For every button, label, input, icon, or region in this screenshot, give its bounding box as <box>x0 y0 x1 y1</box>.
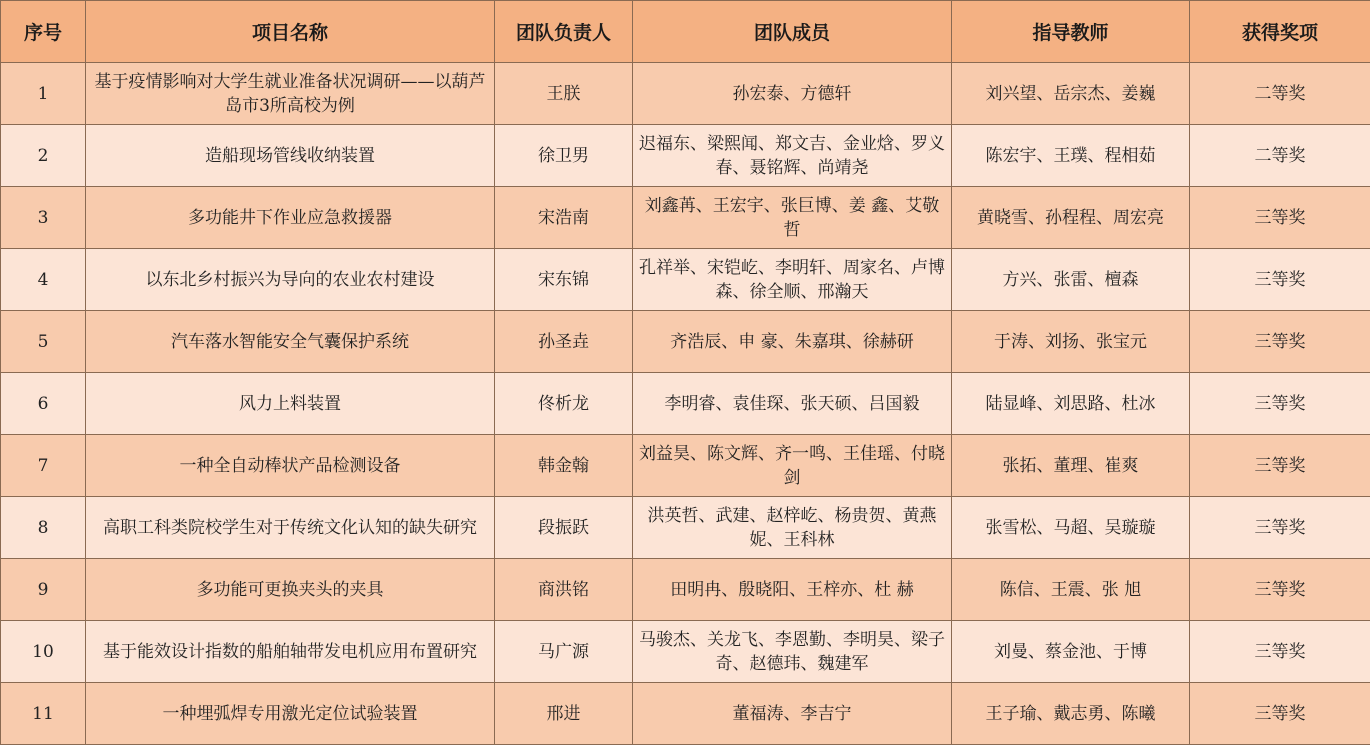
cell-advisors: 刘兴望、岳宗杰、姜巍 <box>952 63 1190 125</box>
cell-team-members: 田明冉、殷晓阳、王梓亦、杜 赫 <box>633 559 952 621</box>
header-award: 获得奖项 <box>1190 1 1370 63</box>
cell-serial-number: 10 <box>1 621 86 683</box>
cell-serial-number: 2 <box>1 125 86 187</box>
cell-team-members: 刘益昊、陈文辉、齐一鸣、王佳瑶、付晓剑 <box>633 435 952 497</box>
table-row <box>1 621 1370 683</box>
cell-project-name: 高职工科类院校学生对于传统文化认知的缺失研究 <box>86 497 495 559</box>
cell-team-leader: 宋浩南 <box>495 187 633 249</box>
cell-project-name: 多功能可更换夹头的夹具 <box>86 559 495 621</box>
table-row <box>1 125 1370 187</box>
cell-team-leader: 徐卫男 <box>495 125 633 187</box>
table-row <box>1 311 1370 373</box>
cell-advisors: 黄晓雪、孙程程、周宏亮 <box>952 187 1190 249</box>
cell-project-name: 汽车落水智能安全气囊保护系统 <box>86 311 495 373</box>
cell-serial-number: 9 <box>1 559 86 621</box>
cell-team-leader: 马广源 <box>495 621 633 683</box>
cell-advisors: 方兴、张雷、檀森 <box>952 249 1190 311</box>
cell-team-leader: 韩金翰 <box>495 435 633 497</box>
cell-advisors: 刘曼、蔡金池、于博 <box>952 621 1190 683</box>
table-row <box>1 187 1370 249</box>
cell-award: 三等奖 <box>1190 497 1370 559</box>
cell-team-members: 孔祥举、宋铠屹、李明轩、周家名、卢博森、徐全顺、邢瀚天 <box>633 249 952 311</box>
cell-award: 三等奖 <box>1190 621 1370 683</box>
table-row <box>1 559 1370 621</box>
cell-advisors: 于涛、刘扬、张宝元 <box>952 311 1190 373</box>
cell-serial-number: 7 <box>1 435 86 497</box>
table-row <box>1 435 1370 497</box>
cell-project-name: 基于能效设计指数的船舶轴带发电机应用布置研究 <box>86 621 495 683</box>
header-serial-number: 序号 <box>1 1 86 63</box>
header-project-name: 项目名称 <box>86 1 495 63</box>
cell-team-members: 董福涛、李吉宁 <box>633 683 952 745</box>
table-row <box>1 497 1370 559</box>
cell-team-members: 迟福东、梁熙闻、郑文吉、金业焓、罗义春、聂铭辉、尚靖尧 <box>633 125 952 187</box>
cell-award: 二等奖 <box>1190 125 1370 187</box>
cell-award: 二等奖 <box>1190 63 1370 125</box>
cell-award: 三等奖 <box>1190 435 1370 497</box>
header-team-leader: 团队负责人 <box>495 1 633 63</box>
cell-team-members: 齐浩辰、申 豪、朱嘉琪、徐赫研 <box>633 311 952 373</box>
cell-serial-number: 11 <box>1 683 86 745</box>
cell-serial-number: 4 <box>1 249 86 311</box>
cell-advisors: 陈信、王震、张 旭 <box>952 559 1190 621</box>
cell-advisors: 陈宏宇、王璞、程相茹 <box>952 125 1190 187</box>
cell-award: 三等奖 <box>1190 683 1370 745</box>
cell-team-members: 孙宏泰、方德轩 <box>633 63 952 125</box>
cell-team-members: 刘鑫苒、王宏宇、张巨博、姜 鑫、艾敬哲 <box>633 187 952 249</box>
cell-team-members: 洪英哲、武建、赵梓屹、杨贵贺、黄燕妮、王科林 <box>633 497 952 559</box>
cell-team-members: 马骏杰、关龙飞、李恩勤、李明昊、梁子奇、赵德玮、魏建军 <box>633 621 952 683</box>
cell-serial-number: 5 <box>1 311 86 373</box>
cell-team-leader: 宋东锦 <box>495 249 633 311</box>
cell-project-name: 一种埋弧焊专用激光定位试验装置 <box>86 683 495 745</box>
cell-team-leader: 孙圣垚 <box>495 311 633 373</box>
header-team-members: 团队成员 <box>633 1 952 63</box>
cell-award: 三等奖 <box>1190 373 1370 435</box>
cell-award: 三等奖 <box>1190 187 1370 249</box>
cell-project-name: 一种全自动棒状产品检测设备 <box>86 435 495 497</box>
cell-serial-number: 6 <box>1 373 86 435</box>
cell-serial-number: 8 <box>1 497 86 559</box>
table-row <box>1 249 1370 311</box>
table-row <box>1 373 1370 435</box>
cell-advisors: 张拓、董理、崔爽 <box>952 435 1190 497</box>
table-row <box>1 63 1370 125</box>
table-row <box>1 683 1370 745</box>
cell-team-leader: 商洪铭 <box>495 559 633 621</box>
cell-serial-number: 3 <box>1 187 86 249</box>
cell-team-members: 李明睿、袁佳琛、张天硕、吕国毅 <box>633 373 952 435</box>
cell-project-name: 以东北乡村振兴为导向的农业农村建设 <box>86 249 495 311</box>
cell-award: 三等奖 <box>1190 311 1370 373</box>
cell-team-leader: 段振跃 <box>495 497 633 559</box>
cell-advisors: 陆显峰、刘思路、杜冰 <box>952 373 1190 435</box>
header-row <box>1 1 1370 63</box>
cell-advisors: 王子瑜、戴志勇、陈曦 <box>952 683 1190 745</box>
cell-award: 三等奖 <box>1190 559 1370 621</box>
cell-project-name: 多功能井下作业应急救援器 <box>86 187 495 249</box>
cell-project-name: 风力上料装置 <box>86 373 495 435</box>
cell-serial-number: 1 <box>1 63 86 125</box>
cell-team-leader: 王朕 <box>495 63 633 125</box>
header-advisors: 指导教师 <box>952 1 1190 63</box>
cell-project-name: 造船现场管线收纳装置 <box>86 125 495 187</box>
cell-team-leader: 邢进 <box>495 683 633 745</box>
cell-team-leader: 佟析龙 <box>495 373 633 435</box>
cell-project-name: 基于疫情影响对大学生就业准备状况调研——以葫芦岛市3所高校为例 <box>86 63 495 125</box>
cell-award: 三等奖 <box>1190 249 1370 311</box>
cell-advisors: 张雪松、马超、吴璇璇 <box>952 497 1190 559</box>
